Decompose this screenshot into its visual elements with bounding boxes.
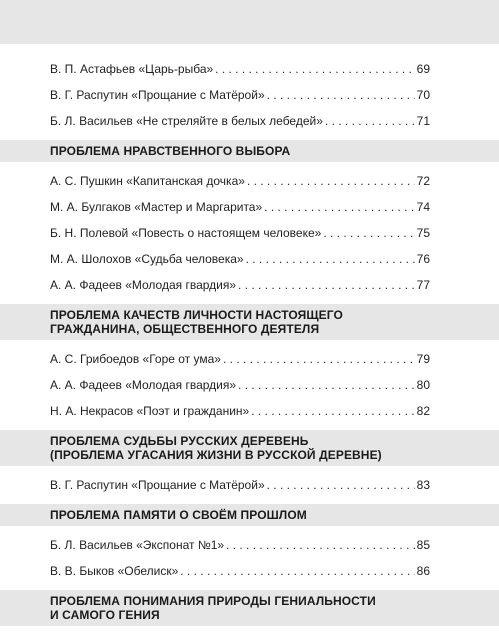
- toc-entry-page-number: 70: [416, 88, 430, 102]
- dot-leader: [180, 564, 414, 578]
- toc-entry-page-number: 72: [416, 174, 430, 188]
- section-heading-line: ГРАЖДАНИНА, ОБЩЕСТВЕННОГО ДЕЯТЕЛЯ: [50, 322, 320, 336]
- dot-leader: [246, 252, 415, 266]
- toc-entry-title: Б. Л. Васильев «Экспонат №1»: [50, 538, 225, 552]
- toc-entry-title: А. А. Фадеев «Молодая гвардия»: [50, 378, 237, 392]
- toc-entry[interactable]: [50, 378, 430, 404]
- toc-entry[interactable]: [50, 114, 430, 140]
- section-heading: [0, 304, 499, 340]
- dot-leader: [238, 378, 415, 392]
- toc-entry-title: В. Г. Распутин «Прощание с Матёрой»: [50, 478, 265, 492]
- toc-entry-title: А. С. Пушкин «Капитанская дочка»: [50, 174, 245, 188]
- section-heading-line: ПРОБЛЕМА ПОНИМАНИЯ ПРИРОДЫ ГЕНИАЛЬНОСТИ: [50, 594, 376, 608]
- dot-leader: [215, 62, 414, 76]
- toc-entry[interactable]: [50, 88, 430, 114]
- dot-leader: [264, 200, 414, 214]
- section-heading-line: ПРОБЛЕМА СУДЬБЫ РУССКИХ ДЕРЕВЕНЬ: [50, 434, 309, 448]
- toc-entry[interactable]: [50, 278, 430, 304]
- toc-entry-page-number: 85: [416, 538, 430, 552]
- toc-entry-title: Н. А. Некрасов «Поэт и гражданин»: [50, 404, 250, 418]
- toc-entry[interactable]: [50, 226, 430, 252]
- toc-entry-title: А. А. Фадеев «Молодая гвардия»: [50, 278, 237, 292]
- toc-entry[interactable]: [50, 200, 430, 226]
- toc-entry[interactable]: [50, 564, 430, 590]
- toc-entry-page-number: 82: [416, 404, 430, 418]
- toc-entry-title: Б. Л. Васильев «Не стреляйте в белых лебедей»: [50, 114, 323, 128]
- dot-leader: [267, 478, 415, 492]
- toc-entry-title: М. А. Булгаков «Мастер и Маргарита»: [50, 200, 263, 214]
- toc-entry-page-number: 76: [416, 252, 430, 266]
- toc-entry-page-number: 77: [416, 278, 430, 292]
- dot-leader: [238, 278, 415, 292]
- section-heading: [0, 430, 499, 466]
- section-heading-line: ПРОБЛЕМА ПАМЯТИ О СВОЁМ ПРОШЛОМ: [50, 508, 307, 522]
- section-heading-line: И САМОГО ГЕНИЯ: [50, 608, 160, 622]
- toc-entry[interactable]: [50, 174, 430, 200]
- toc-entry[interactable]: [50, 538, 430, 564]
- table-of-contents: [0, 62, 499, 638]
- dot-leader: [267, 88, 415, 102]
- dot-leader: [251, 404, 414, 418]
- toc-entry-page-number: 75: [416, 226, 430, 240]
- dot-leader: [223, 352, 415, 366]
- section-heading: [0, 590, 499, 626]
- toc-entry-page-number: 74: [416, 200, 430, 214]
- toc-entry-title: Б. Н. Полевой «Повесть о настоящем человеке»: [50, 226, 322, 240]
- section-heading-line: ПРОБЛЕМА НРАВСТВЕННОГО ВЫБОРА: [50, 144, 291, 158]
- section-heading-line: (ПРОБЛЕМА УГАСАНИЯ ЖИЗНИ В РУССКОЙ ДЕРЕВНЕ): [50, 448, 382, 462]
- toc-entry-page-number: 69: [416, 62, 430, 76]
- toc-entry-title: А. С. Грибоедов «Горе от ума»: [50, 352, 221, 366]
- dot-leader: [325, 114, 415, 128]
- toc-entry-title: М. А. Шолохов «Судьба человека»: [50, 252, 244, 266]
- toc-entry[interactable]: [50, 252, 430, 278]
- dot-leader: [247, 174, 415, 188]
- section-heading: [0, 504, 499, 526]
- toc-entry-page-number: 71: [416, 114, 430, 128]
- toc-entry[interactable]: [50, 404, 430, 430]
- toc-entry-title: В. Г. Распутин «Прощание с Матёрой»: [50, 88, 265, 102]
- toc-entry-page-number: 79: [416, 352, 430, 366]
- header-band: [0, 0, 499, 44]
- dot-leader: [226, 538, 415, 552]
- section-heading: [0, 140, 499, 162]
- toc-entry-page-number: 80: [416, 378, 430, 392]
- section-heading-line: ПРОБЛЕМА КАЧЕСТВ ЛИЧНОСТИ НАСТОЯЩЕГО: [50, 308, 343, 322]
- toc-entry[interactable]: [50, 352, 430, 378]
- toc-entry[interactable]: [50, 478, 430, 504]
- toc-entry-page-number: 83: [416, 478, 430, 492]
- toc-entry-page-number: 86: [416, 564, 430, 578]
- toc-entry[interactable]: [50, 62, 430, 88]
- dot-leader: [323, 226, 414, 240]
- toc-entry-title: В. П. Астафьев «Царь-рыба»: [50, 62, 214, 76]
- toc-entry-title: В. В. Быков «Обелиск»: [50, 564, 179, 578]
